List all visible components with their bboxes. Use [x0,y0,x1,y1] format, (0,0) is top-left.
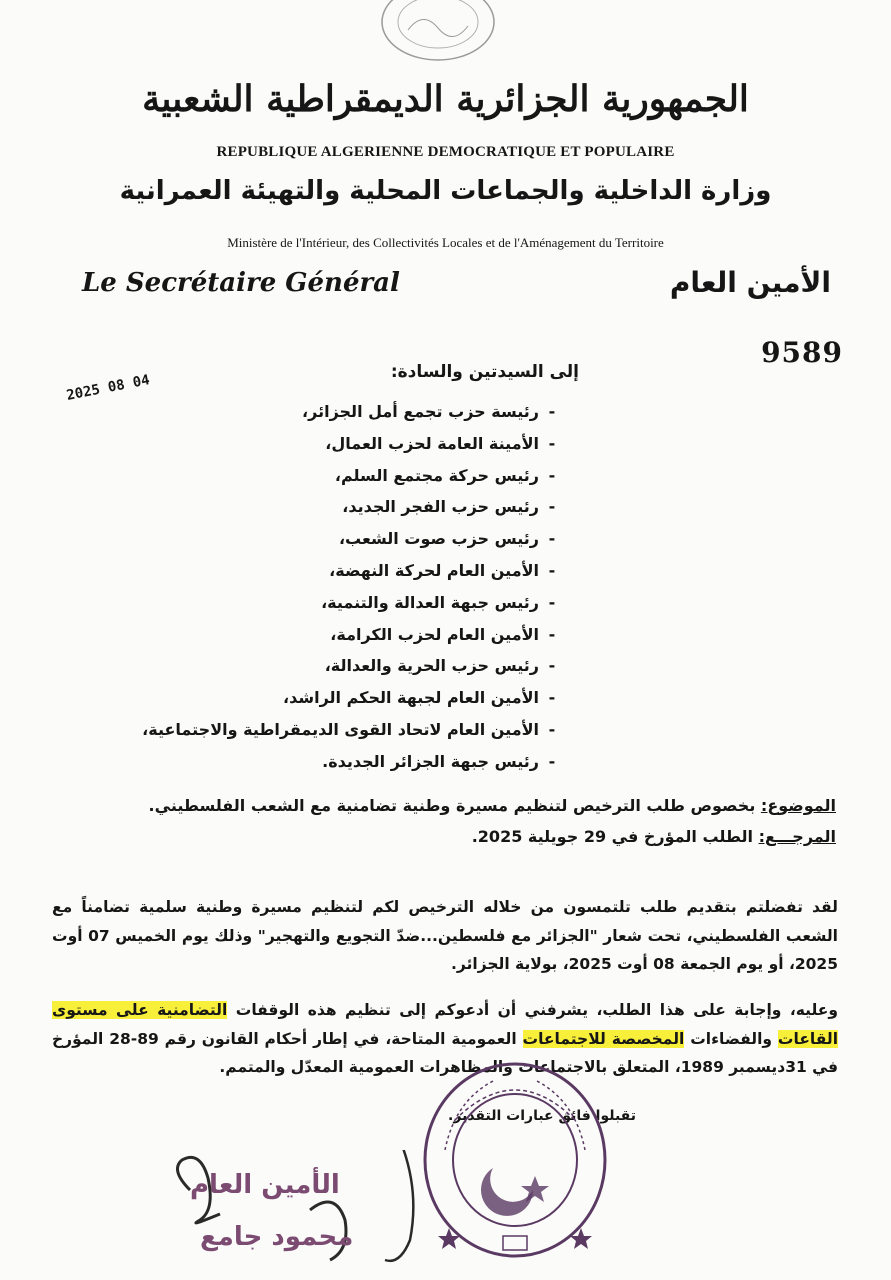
para2-part-a: وعليه، وإجابة على هذا الطلب، يشرفني أن أدعوكم إلى تنظيم هذه الوقفات [227,1001,839,1019]
recipient-label: رئيس حزب الفجر الجديد، [342,497,539,517]
list-item [5,650,565,682]
recipient-label: الأمين العام لحركة النهضة، [329,560,539,580]
list-dash: - [548,402,556,421]
list-dash: - [548,560,556,580]
recipient-label: رئيسة حزب تجمع أمل الجزائر، [302,402,539,421]
recipient-label: رئيس جبهة الجزائر الجديدة. [322,751,539,771]
republic-title-fr: REPUBLIQUE ALGERIENNE DEMOCRATIQUE ET POPULAIRE [216,144,675,160]
list-item [5,396,565,428]
ministry-title-fr: Ministère de l'Intérieur, des Collectivités Locales et de l'Aménagement du Territoire [227,235,664,250]
list-dash: - [548,624,556,644]
republic-title-ar: الجمهورية الجزائرية الديمقراطية الشعبية [142,78,749,120]
reference-line [472,827,836,846]
ministry-title-ar: وزارة الداخلية والجماعات المحلية والتهيئة العمرانية [119,176,772,206]
list-item [5,587,565,619]
recipient-label: رئيس حزب صوت الشعب، [338,529,539,549]
highlighted-text: المخصصة للاجتماعات [522,1029,685,1048]
list-item [5,491,565,523]
recipient-label: رئيس حركة مجتمع السلم، [334,465,539,485]
list-dash: - [548,592,556,612]
recipient-label: الأمين العام لاتحاد القوى الديمقراطية والاجتماعية، [142,719,539,739]
list-dash: - [548,719,556,739]
signature [160,1150,460,1270]
list-item [5,714,565,746]
subject-text: بخصوص طلب الترخيص لتنظيم مسيرة وطنية تضامنية مع الشعب الفلسطيني. [148,796,761,815]
top-seal-stamp [378,0,498,62]
highlighted-text: التضامنية على مستوى القاعات [52,1001,839,1048]
reference-text: الطلب المؤرخ في 29 جويلية 2025. [471,827,759,846]
recipient-label: رئيس حزب الحرية والعدالة، [324,656,539,676]
reference-number: 9589 [761,336,843,369]
subject-line [149,796,836,815]
list-item [5,460,565,492]
handwritten-date: 2025 08 04 [65,372,152,404]
list-item [5,746,565,778]
list-dash: - [548,688,556,708]
list-item [5,555,565,587]
secretary-general-fr: Le Secrétaire Général [82,268,400,298]
list-item [5,523,565,555]
closing-line: تقبلوا فائق عبارات التقدير. [448,1108,636,1124]
list-item [5,682,565,714]
signatory-title: الأمين العام [190,1170,340,1200]
list-dash: - [548,465,556,485]
list-dash: - [548,656,556,676]
recipient-label: رئيس جبهة العدالة والتنمية، [321,592,539,612]
recipient-label: الأمين العام لحزب الكرامة، [330,624,539,644]
recipients-list [5,396,565,778]
recipient-label: الأمينة العامة لحزب العمال، [325,433,539,453]
list-dash: - [548,529,556,549]
list-dash: - [548,433,556,453]
addressees-heading: إلى السيدتين والسادة: [390,362,579,382]
secretary-general-ar: الأمين العام [669,266,831,299]
body-paragraph-1: لقد تفضلتم بتقديم طلب تلتمسون من خلاله الترخيص لكم لتنظيم مسيرة وطنية سلمية تضامناً مع الشعب الفلسطيني، تحت شعار "الجزائر مع فلسطين...ضدّ التجويع والتهجير" وذلك يوم الخميس 07 أوت 2025، أو يوم الجمعة 08 أوت 2025، بولاية الجزائر. [52,898,838,973]
para2-part-b: والفضاءات [684,1029,778,1048]
subject-label: الموضوع: [760,796,836,815]
list-dash: - [548,751,556,771]
signatory-name: محمود جامع [200,1222,354,1252]
recipient-label: الأمين العام لجبهة الحكم الراشد، [283,688,539,708]
reference-label: المرجـــع: [758,827,836,846]
para2-part-c: العمومية المتاحة، في إطار أحكام القانون رقم 89-28 المؤرخ في 31ديسمبر 1989، المتعلق بالاجتماعات والمظاهرات العمومية المعدّل والمتمم. [52,1029,838,1076]
list-dash: - [548,497,556,517]
list-item [5,619,565,651]
list-item [5,428,565,460]
